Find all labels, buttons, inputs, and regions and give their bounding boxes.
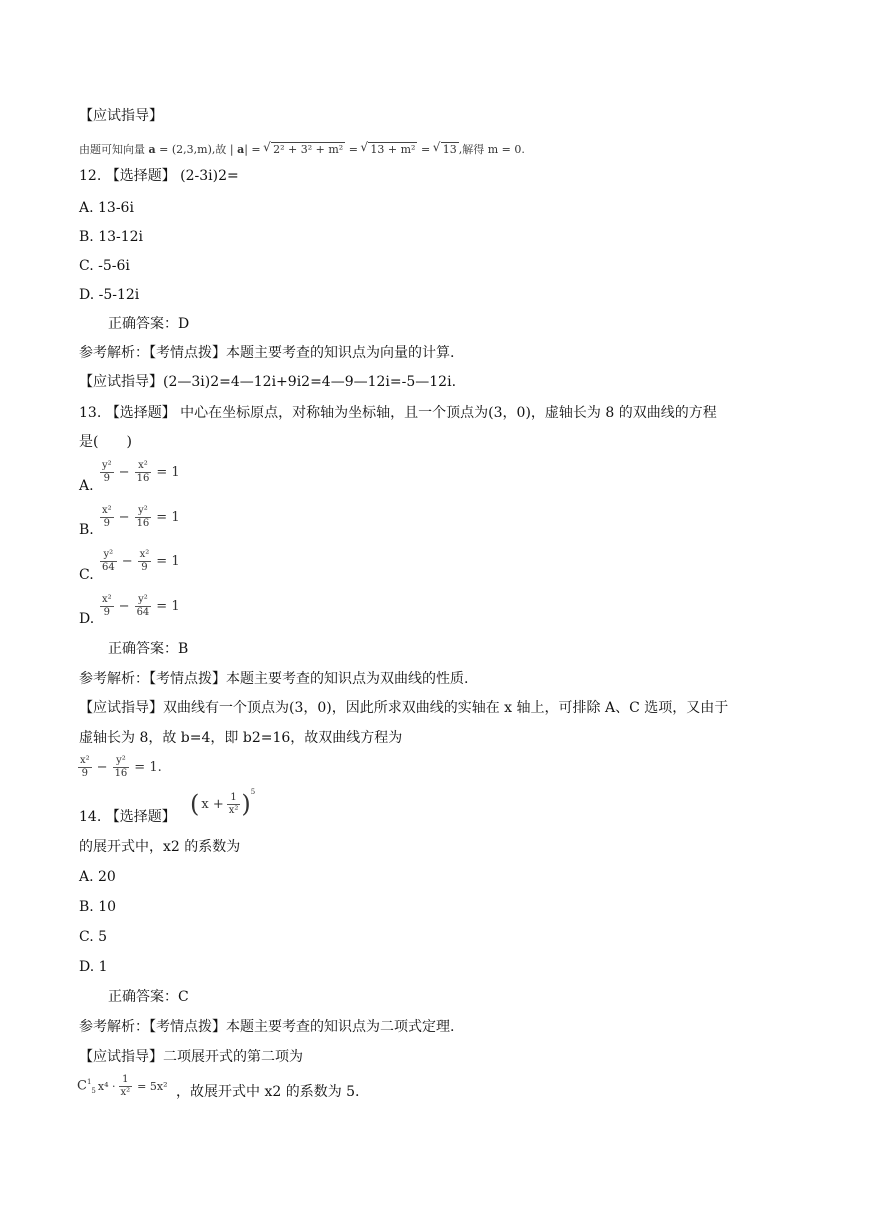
- q14-explanation: 参考解析：【考情点拨】本题主要考查的知识点为二项式定理.: [79, 1019, 455, 1035]
- q13-guide-1: 【应试指导】双曲线有一个顶点为(3，0)，因此所求双曲线的实轴在 x 轴上，可排除 A、C 选项，又由于: [79, 700, 729, 716]
- frac-den: 9: [103, 473, 111, 484]
- q13-option-c-label: C.: [79, 567, 94, 583]
- combination-symbol: [77, 1078, 96, 1095]
- frac-den: 9: [103, 518, 111, 529]
- minus-sign: −: [118, 599, 130, 614]
- vector-prefix: 由题可知向量: [79, 143, 145, 156]
- q14-title: 14. 【选择题】: [79, 809, 176, 825]
- vector-mag-end: | =: [244, 143, 261, 156]
- frac-num: x²: [135, 460, 152, 473]
- frac-num: y²: [135, 505, 152, 518]
- frac-num: y²: [100, 549, 117, 562]
- left-paren: (: [190, 790, 200, 818]
- q14-option-d: D. 1: [79, 959, 108, 975]
- q13-option-a-formula: [99, 460, 184, 485]
- q13-title: 13. 【选择题】 中心在坐标原点，对称轴为坐标轴，且一个顶点为(3，0)，虚轴长为 8 的双曲线的方程: [79, 405, 717, 421]
- equals-one: = 1: [156, 465, 180, 480]
- solve-text: ,解得 m = 0.: [458, 143, 525, 156]
- equals-one: = 1: [156, 554, 180, 569]
- frac-num: y²: [113, 755, 130, 768]
- frac-den: 64: [102, 562, 115, 573]
- q14-guide-1: 【应试指导】二项展开式的第二项为: [79, 1049, 303, 1065]
- q13-option-d-label: D.: [79, 611, 95, 627]
- q12-option-d: D. -5-12i: [79, 287, 140, 303]
- combination-c: C: [77, 1078, 87, 1094]
- minus-sign: −: [96, 760, 108, 775]
- q14-term-formula: [77, 1074, 171, 1099]
- frac-num: x²: [80, 755, 90, 766]
- q14-guide-2: ，故展开式中 x2 的系数为 5.: [176, 1084, 360, 1100]
- q12-option-b: B. 13-12i: [79, 229, 144, 245]
- right-paren: ): [241, 790, 251, 818]
- q14-option-b: B. 10: [79, 899, 117, 915]
- q13-option-d-formula: [99, 594, 184, 619]
- equals-one: = 1: [156, 510, 180, 525]
- combination-sub: 5: [91, 1086, 96, 1095]
- frac-den: 9: [103, 607, 111, 618]
- q13-guide-2: 虚轴长为 8，故 b=4，即 b2=16，故双曲线方程为: [79, 730, 403, 746]
- q13-option-b-label: B.: [79, 522, 94, 538]
- frac-den: 64: [136, 607, 150, 618]
- q13-answer: 正确答案：B: [108, 641, 189, 657]
- q12-option-a: A. 13-6i: [79, 200, 134, 216]
- minus-sign: −: [118, 510, 130, 525]
- frac-num: x²: [102, 505, 112, 516]
- equals-1: =: [348, 143, 358, 156]
- sqrt-expression-2: √ 13 + m²: [368, 142, 417, 156]
- frac-num: y²: [135, 594, 152, 607]
- minus-sign: −: [118, 465, 130, 480]
- q14-answer: 正确答案：C: [108, 989, 189, 1005]
- frac-den: 9: [141, 562, 148, 573]
- q14-option-c: C. 5: [79, 929, 108, 945]
- frac-den: 16: [136, 518, 150, 529]
- vector-formula: [79, 141, 525, 157]
- q13-option-b-formula: [99, 505, 184, 530]
- frac-num: x²: [139, 549, 150, 560]
- sqrt-expression-1: √ 2² + 3² + m²: [271, 142, 345, 156]
- binom-exponent: 5: [250, 788, 256, 796]
- frac-num: x²: [102, 594, 112, 605]
- guide-heading-1: 【应试指导】: [79, 108, 163, 124]
- frac-den: x²: [120, 1087, 131, 1098]
- term-x: x⁴ ·: [97, 1080, 116, 1093]
- term-equals: = 5x²: [137, 1080, 168, 1093]
- frac-num: 1: [119, 1074, 133, 1087]
- q12-guide: 【应试指导】(2—3i)2=4—12i+9i2=4—9—12i=-5—12i.: [79, 374, 457, 390]
- frac-num: 1: [227, 792, 241, 805]
- equals-one-period: = 1.: [134, 760, 162, 775]
- combination-sup: 1: [86, 1078, 92, 1087]
- equals-2: =: [420, 143, 431, 156]
- vector-a-symbol-2: a: [237, 143, 245, 156]
- q14-option-a: A. 20: [79, 869, 116, 885]
- q13-option-a-label: A.: [79, 478, 94, 494]
- q14-binomial-formula: [190, 790, 255, 818]
- q13-explanation: 参考解析：【考情点拨】本题主要考查的知识点为双曲线的性质.: [79, 671, 469, 687]
- q12-explanation: 参考解析：【考情点拨】本题主要考查的知识点为向量的计算.: [79, 345, 455, 361]
- sqrt-expression-3: √ 13: [441, 142, 459, 156]
- frac-den: 16: [114, 768, 128, 779]
- frac-den: x²: [228, 804, 239, 816]
- q13-answer-formula: [77, 755, 166, 780]
- frac-den: 9: [81, 768, 89, 779]
- q12-option-c: C. -5-6i: [79, 258, 130, 274]
- frac-num: y²: [102, 460, 112, 471]
- q14-title-cont: 的展开式中，x2 的系数为: [79, 839, 241, 855]
- q12-answer: 正确答案：D: [108, 316, 190, 332]
- binom-x: x +: [201, 796, 224, 812]
- minus-sign: −: [121, 554, 133, 569]
- vector-a-value: = (2,3,m),故 |: [155, 143, 234, 156]
- equals-one: = 1: [156, 599, 180, 614]
- q13-option-c-formula: [99, 549, 184, 574]
- frac-den: 16: [136, 473, 150, 484]
- q13-title-cont: 是( ): [79, 434, 132, 450]
- vector-a-symbol: a: [148, 143, 156, 156]
- q12-title: 12. 【选择题】 (2-3i)2=: [79, 168, 239, 184]
